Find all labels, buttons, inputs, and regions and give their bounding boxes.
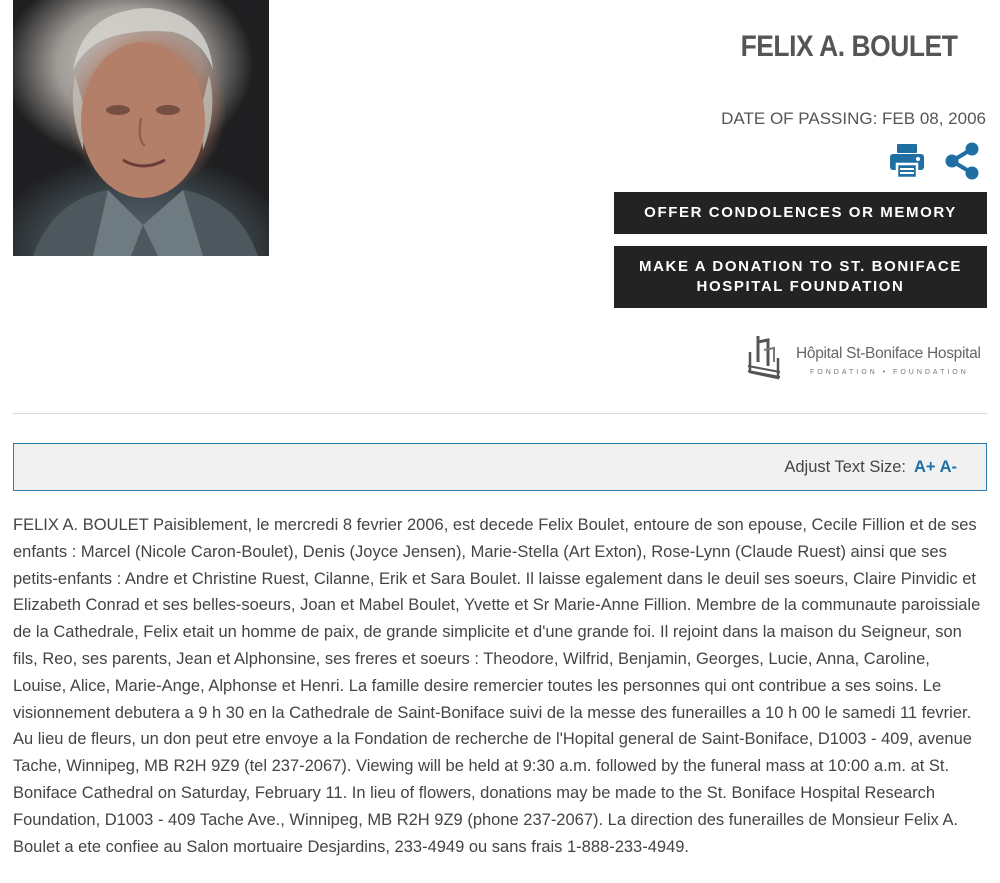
increase-text-size-button[interactable]: A+ — [914, 457, 936, 476]
make-donation-button[interactable]: MAKE A DONATION TO ST. BONIFACE HOSPITAL FOUNDATION — [614, 246, 987, 308]
obituary-text: FELIX A. BOULET Paisiblement, le mercredi 8 fevrier 2006, est decede Felix Boulet, entoure de son epouse, Cecile Fillion et de ses enfants : Marcel (Nicole Caron-Boulet), Denis (Joyce Jensen), Marie-Stella (Art Exton), Rose-Lynn (Claude Ruest) ainsi que ses petits-enfants : Andre et Christine Ruest, Cilanne, Erik et Sara Boulet. Il laisse egalement dans le deuil ses soeurs, Claire Pinvidic et Elizabeth Conrad et ses belles-soeurs, Joan et Mabel Boulet, Yvette et Sr Marie-Anne Fillion. Membre de la communaute paroissiale de la Cathedrale, Felix etait un homme de paix, de grande simplicite et d'une grande foi. Il rejoint dans la maison du Seigneur, son fils, Reo, ses parents, Jean et Alphonsine, ses freres et soeurs : Theodore, Wilfrid, Benjamin, Georges, Lucie, Anna, Caroline, Louise, Alice, Marie-Ange, Alphonse et Henri. La famille desire remercier toutes les personnes qui ont contribue a ses soins. Le visionnement debutera a 9 h 30 en la Cathedrale de Saint-Boniface suivi de la messe des funerailles a 10 h 00 le samedi 11 fevrier. Au lieu de fleurs, un don peut etre envoye a la Fondation de recherche de l'Hopital general de Saint-Boniface, D1003 - 409, avenue Tache, Winnipeg, MB R2H 9Z9 (tel 237-2067). Viewing will be held at 9:30 a.m. followed by the funeral mass at 10:00 a.m. at St. Boniface Cathedral on Saturday, February 11. In lieu of flowers, donations may be made to the St. Boniface Hospital Research Foundation, D1003 - 409 Tache Ave., Winnipeg, MB R2H 9Z9 (phone 237-2067). La direction des funerailles de Monsieur Felix A. Boulet a ete confiee au Salon mortuaire Desjardins, 233-4949 ou sans frais 1-888-233-4949. — [13, 516, 981, 856]
date-of-passing: DATE OF PASSING: FEB 08, 2006 — [721, 109, 986, 128]
text-size-label: Adjust Text Size: — [784, 457, 907, 476]
obituary-photo — [13, 0, 269, 256]
hospital-logo-icon — [744, 332, 784, 380]
bottom-fade — [0, 861, 1000, 883]
hospital-foundation-logo[interactable] — [744, 332, 990, 382]
hospital-logo-title: Hôpital St-Boniface Hospital — [796, 345, 981, 362]
hospital-logo-subtitle: FONDATION • FOUNDATION — [810, 369, 969, 376]
portrait-illustration — [13, 0, 269, 256]
print-icon[interactable] — [888, 142, 926, 180]
section-divider — [13, 413, 987, 414]
text-size-bar — [13, 443, 987, 491]
action-icons — [888, 142, 988, 182]
deceased-name: FELIX A. BOULET — [740, 30, 957, 63]
offer-condolences-button[interactable]: OFFER CONDOLENCES OR MEMORY — [614, 192, 987, 234]
share-icon[interactable] — [944, 142, 980, 180]
decrease-text-size-button[interactable]: A- — [939, 457, 957, 476]
